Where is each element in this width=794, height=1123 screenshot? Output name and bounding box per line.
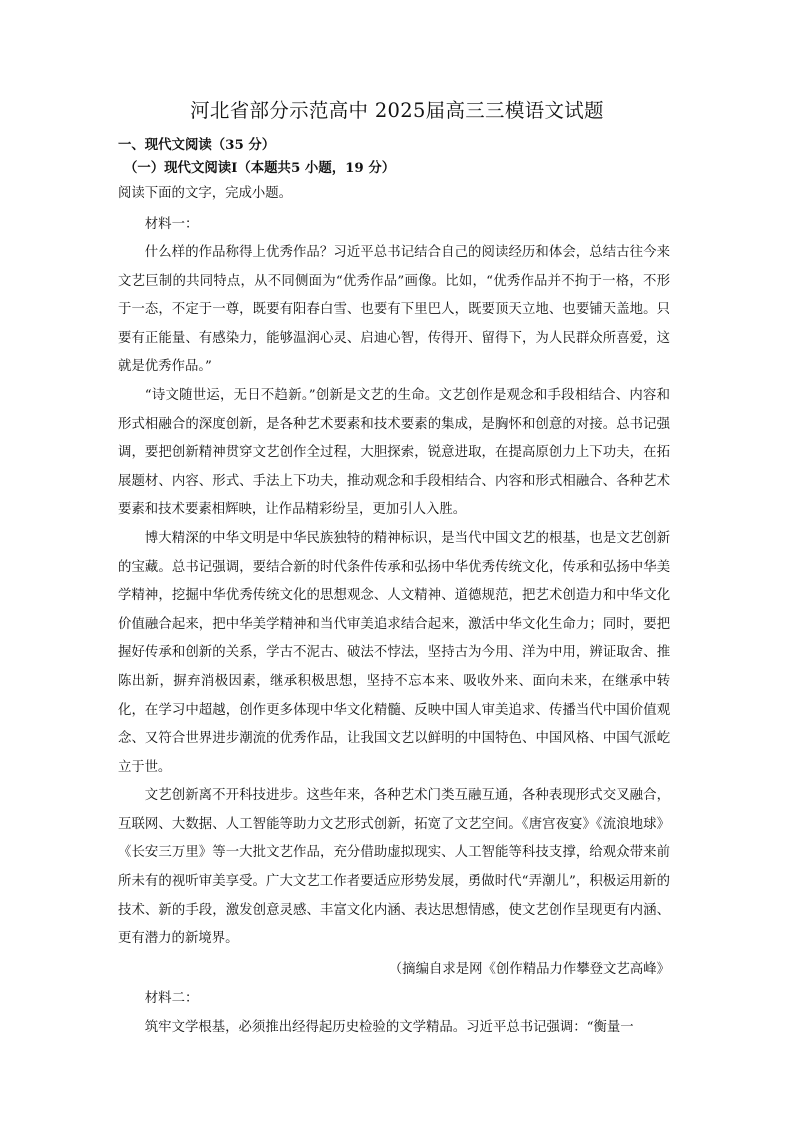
reading-instruction: 阅读下面的文字，完成小题。	[118, 186, 293, 201]
paragraph: 博大精深的中华文明是中华民族独特的精神标识，是当代中国文艺的根基，也是文艺创新的宝藏。总书记强调，要结合新的时代条件传承和弘扬中华优秀传统文化，传承和弘扬中华美学精神，挖掘中华优秀传统文化的思想观念、人文精神、道德规范，把艺术创造力和中华文化价值融合起来，把中华美学精神和当代审美追求结合起来，激活中华文化生命力；同时，要把握好传承和创新的关系，学古不泥古、破法不悖法，坚持古为今用、洋为中用，辨证取舍、推陈出新，摒弃消极因素，继承积极思想，坚持不忘本来、吸收外来、面向未来，在继承中转化，在学习中超越，创作更多体现中华文化精髓、反映中国人审美追求、传播当代中国价值观念、又符合世界进步潮流的优秀作品，让我国文艺以鲜明的中国特色、中国风格、中国气派屹立于世。	[118, 530, 670, 775]
paragraph: 什么样的作品称得上优秀作品？习近平总书记结合自己的阅读经历和体会，总结古往今来文艺巨制的共同特点，从不同侧面为“优秀作品”画像。比如，“优秀作品并不拘于一格，不形于一态，不定于一尊，既要有阳春白雪、也要有下里巴人，既要顶天立地、也要铺天盖地。只要有正能量、有感染力，能够温润心灵、启迪心智，传得开、留得下，为人民群众所喜爱，这就是优秀作品。”	[118, 245, 670, 375]
subsection-heading: （一）现代文阅读Ⅰ（本题共5 小题，19 分）	[124, 160, 396, 176]
document-title: 河北省部分示范高中 2025届高三三模语文试题	[190, 99, 604, 122]
material-2-label: 材料二：	[144, 990, 199, 1006]
paragraph: 文艺创新离不开科技进步。这些年来，各种艺术门类互融互通，各种表现形式交叉融合，互联网、大数据、人工智能等助力文艺形式创新，拓宽了文艺空间。《唐宫夜宴》《流浪地球》《长安三万里》等一大批文艺作品，充分借助虚拟现实、人工智能等科技支撑，给观众带来前所未有的视听审美享受。广大文艺工作者要适应形势发展，勇做时代“弄潮儿”，积极运用新的技术、新的手段，激发创意灵感、丰富文化内涵、表达思想情感，使文艺创作呈现更有内涵、更有潜力的新境界。	[118, 788, 670, 947]
section-heading: 一、现代文阅读（35 分）	[118, 137, 276, 153]
source-citation: （摘编自求是网《创作精品力作攀登文艺高峰》	[388, 961, 670, 977]
document-body	[118, 134, 670, 1042]
material-1-label: 材料一：	[144, 217, 199, 232]
material-2-first-line: 筑牢文学根基，必须推出经得起历史检验的文学精品。习近平总书记强调：“衡量一	[144, 1019, 634, 1035]
paragraph: “诗文随世运，无日不趋新。”创新是文艺的生命。文艺创作是观念和手段相结合、内容和形式相融合的深度创新，是各种艺术要素和技术要素的集成，是胸怀和创意的对接。总书记强调，要把创新精神贯穿文艺创作全过程，大胆探索，锐意进取，在提高原创力上下功夫，在拓展题材、内容、形式、手法上下功夫，推动观念和手段相结合、内容和形式相融合、各种艺术要素和技术要素相辉映，让作品精彩纷呈，更加引人入胜。	[118, 387, 670, 518]
